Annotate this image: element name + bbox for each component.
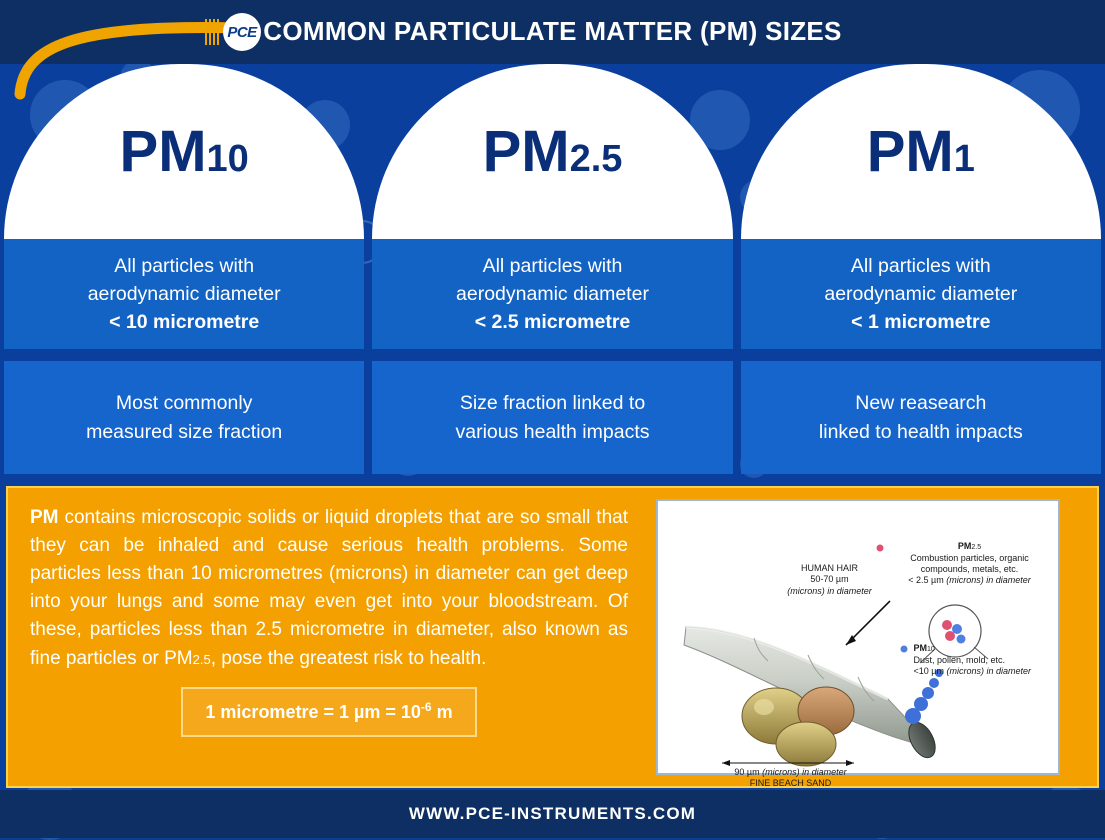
figure-pm25-title: PM [957,541,972,551]
figure-pm25-label [890,541,1050,587]
pm10-def-line2: aerodynamic diameter [87,282,281,305]
pm10-dome [4,64,364,239]
figure-hair-line3: (microns) in diameter [787,585,872,596]
pm10-note-line2: measured size fraction [86,420,283,443]
pce-logo [205,12,261,52]
pm25-label [482,118,623,184]
pm10-divider [4,349,364,361]
pm1-note-line1: New reasearch [855,392,987,415]
logo-circle: PCE [223,13,261,51]
pm25-def-line1: All particles with [482,254,623,277]
figure-pm10-desc3: (microns) in diameter [946,666,1031,676]
pm1-def-line3: < 1 micrometre [851,311,991,334]
logo-bars-icon [205,19,219,45]
description-body-1: contains microscopic solids or liquid droplets that are so small that they can be inhaled and cause serious health problems. Some particles less than 10 micrometres (microns) in diameter can get deep into your lungs and some may even get into your bloodstream. Of these, particles less than 2.5 micrometre in diameter, also known as fine particles or PM [30,507,628,669]
pm1-note [741,361,1101,474]
formula-part-2: m [431,701,453,722]
pm1-def-line1: All particles with [850,254,991,277]
figure-pm10-title: PM [913,643,927,653]
figure-area [648,488,1097,789]
formula-part-1: 1 micrometre = 1 µm = 10 [205,701,421,722]
pm1-sub: 1 [953,137,975,180]
pm-column-pm25 [372,64,732,474]
pm10-sub: 10 [206,137,249,180]
footer-url[interactable]: WWW.PCE-INSTRUMENTS.COM [408,804,697,823]
pm1-main: PM [866,118,954,184]
pm25-note-line1: Size fraction linked to [459,392,646,415]
figure-pm10-desc1: Dust, pollen, mold, etc. [913,654,1006,665]
formula-exponent: -6 [420,699,432,714]
pm10-main: PM [119,118,207,184]
pm10-def-line3: < 10 micrometre [109,311,260,334]
description-text [8,488,648,786]
pm25-dome [372,64,732,239]
pm-column-pm10 [4,64,364,474]
figure-sand-line3: FINE BEACH SAND [749,778,832,789]
page-title: COMMON PARTICULATE MATTER (PM) SIZES [263,16,842,46]
figure-sand-line1: 90 µm [734,767,760,777]
pm25-def-line3: < 2.5 micrometre [474,311,631,334]
figure-pm25-desc3: < 2.5 µm [908,575,944,586]
bottom-panel [6,486,1099,788]
pm1-definition [741,239,1101,349]
pm10-note [4,361,364,474]
pm25-definition [372,239,732,349]
figure-hair-line1: HUMAN HAIR [800,563,858,573]
pm10-note-line1: Most commonly [115,392,253,415]
pm1-divider [741,349,1101,361]
pm25-def-line2: aerodynamic diameter [456,282,649,305]
pm25-sub: 2.5 [569,137,623,180]
figure-pm25-desc4: (microns) in diameter [946,575,1031,586]
pm25-main: PM [482,118,570,184]
formula-wrapper [30,687,628,738]
figure-sand-label [706,767,876,790]
pm1-label [866,118,975,184]
description-body-sub: 2.5 [192,651,211,667]
usepa-size-comparison-figure [656,499,1060,789]
header-bar [0,0,1105,64]
figure-pm10-desc2: <10 µm [913,666,944,676]
micrometre-formula [181,687,476,738]
pm1-note-line2: linked to health impacts [818,420,1023,443]
figure-pm10-sub: 10 [927,646,935,653]
pm25-note [372,361,732,474]
figure-pm25-desc1: Combustion particles, organic [910,552,1029,563]
figure-pm25-sub: 2.5 [971,544,982,551]
figure-hair-label [768,563,892,597]
pm10-definition [4,239,364,349]
pm25-note-line2: various health impacts [455,420,650,443]
pm10-def-line1: All particles with [114,254,255,277]
pm1-dome [741,64,1101,239]
figure-source: SOURCE: USEPA [1031,582,1046,692]
pm-columns [0,64,1105,474]
figure-hair-line2: 50-70 µm [810,574,849,585]
description-lead: PM [30,507,59,528]
figure-sand-line2: (microns) in diameter [762,767,847,777]
pm25-divider [372,349,732,361]
pm10-label [119,118,249,184]
description-body-2: , pose the greatest risk to health. [210,647,487,669]
pm-column-pm1 [741,64,1101,474]
pm1-def-line2: aerodynamic diameter [824,282,1018,305]
figure-pm25-desc2: compounds, metals, etc. [920,564,1019,574]
footer-bar [0,790,1105,838]
